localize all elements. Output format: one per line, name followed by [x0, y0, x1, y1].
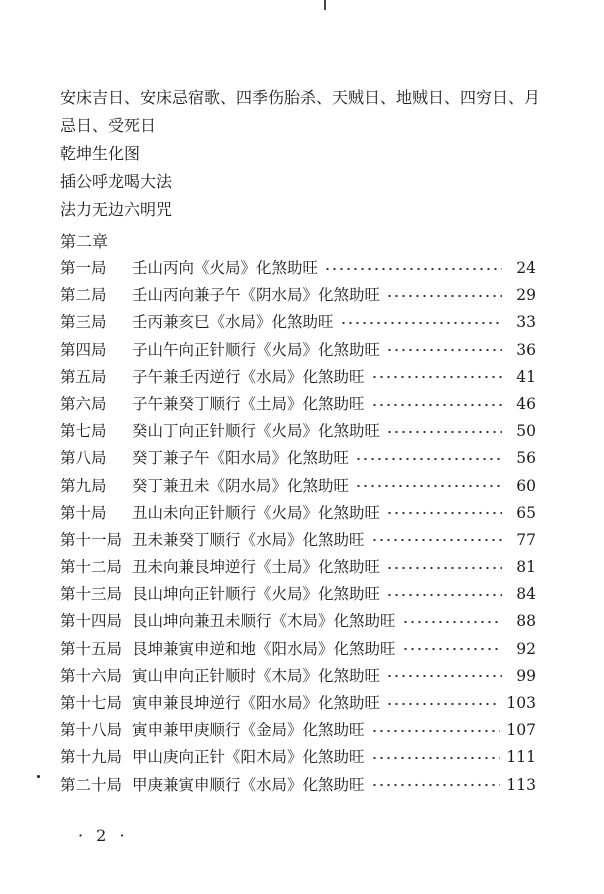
toc-entry-title: 艮坤兼寅申逆和地《阳水局》化煞助旺: [132, 639, 396, 658]
toc-entry: [60, 608, 536, 635]
toc-entry-page: 81: [516, 558, 536, 577]
toc-entry-title: 丑未向兼艮坤逆行《土局》化煞助旺: [132, 558, 381, 577]
toc-entry-page: 113: [506, 775, 536, 794]
toc-entry-title: 寅申兼艮坤逆行《阳水局》化煞助旺: [132, 694, 381, 712]
toc-entry: [60, 717, 536, 744]
toc-entry-title: 寅山申向正针顺时《木局》化煞助旺: [132, 666, 381, 685]
toc-entry-number: 第十局: [60, 503, 107, 522]
toc-entry-number: 第十八局: [60, 721, 123, 740]
toc-entry-page: 29: [516, 286, 536, 305]
toc-entry-number: 第十七局: [60, 694, 123, 712]
toc-leader-dots: [371, 533, 502, 547]
toc-leader-dots: [402, 642, 502, 656]
toc-leader-dots: [386, 561, 502, 575]
toc-entry-page: 107: [506, 721, 536, 740]
toc-entry-number: 第五局: [60, 367, 107, 386]
toc-entry-title: 壬山丙向《火局》化煞助旺: [132, 259, 319, 277]
toc-leader-dots: [355, 479, 502, 493]
toc-entry-number: 第十四局: [60, 612, 123, 631]
toc-entry-number: 第三局: [60, 313, 107, 332]
prelude-line-3: 乾坤生化图: [60, 144, 141, 163]
toc-leader-dots: [386, 289, 502, 303]
toc-entry: [60, 418, 536, 445]
toc-entry-page: 92: [516, 639, 536, 658]
toc-entry-title: 甲山庚向正针《阳木局》化煞助旺: [132, 748, 365, 767]
toc-entry-title: 癸山丁向正针顺行《火局》化煞助旺: [132, 422, 381, 441]
toc-entry-page: 41: [516, 367, 536, 386]
prelude-section: [60, 84, 550, 224]
toc-entry-title: 艮山坤向正针顺行《火局》化煞助旺: [132, 585, 381, 604]
toc-leader-dots: [371, 398, 502, 412]
toc-entry: [60, 255, 536, 282]
toc-entry: [60, 445, 536, 472]
toc-entry-page: 77: [516, 530, 536, 549]
chapter-heading: 第二章: [60, 232, 109, 251]
toc-entry-number: 第二十局: [60, 775, 123, 794]
toc-entry-page: 103: [506, 694, 536, 712]
toc-entry: [60, 364, 536, 391]
toc-entry: [60, 636, 536, 663]
prelude-line-4: 插公呼龙喝大法: [60, 172, 173, 191]
toc-entry-page: 111: [506, 748, 536, 767]
toc-entry-page: 46: [516, 394, 536, 413]
toc-entry-number: 第九局: [60, 476, 107, 495]
prelude-line-5: 法力无边六明咒: [60, 200, 173, 219]
toc-entry: [60, 391, 536, 418]
table-of-contents: [60, 255, 536, 799]
toc-leader-dots: [324, 262, 502, 276]
toc-entry: [60, 554, 536, 581]
toc-leader-dots: [386, 669, 502, 683]
toc-entry: [60, 527, 536, 554]
toc-entry-page: 33: [516, 313, 536, 332]
toc-entry-number: 第十二局: [60, 558, 123, 577]
toc-entry-title: 艮山坤向兼丑未顺行《木局》化煞助旺: [132, 612, 396, 631]
toc-entry-title: 壬山丙向兼子午《阴水局》化煞助旺: [132, 286, 381, 305]
toc-entry: [60, 282, 536, 309]
toc-entry-number: 第四局: [60, 340, 107, 359]
toc-entry-title: 丑山未向正针顺行《火局》化煞助旺: [132, 503, 381, 522]
toc-entry-number: 第十三局: [60, 585, 123, 604]
toc-entry-title: 甲庚兼寅申顺行《水局》化煞助旺: [132, 775, 365, 794]
toc-entry-number: 第十六局: [60, 666, 123, 685]
toc-leader-dots: [371, 370, 502, 384]
toc-leader-dots: [386, 697, 500, 711]
toc-leader-dots: [355, 452, 502, 466]
toc-entry-page: 50: [516, 422, 536, 441]
toc-entry: [60, 309, 536, 336]
toc-leader-dots: [371, 778, 501, 792]
scan-speck: [37, 775, 40, 778]
toc-entry-page: 84: [516, 585, 536, 604]
prelude-line-2: 忌日、受死日: [60, 116, 157, 135]
toc-entry-title: 子午兼壬丙逆行《水局》化煞助旺: [132, 367, 365, 386]
toc-entry-title: 子山午向正针顺行《火局》化煞助旺: [132, 340, 381, 359]
toc-entry-title: 寅申兼甲庚顺行《金局》化煞助旺: [132, 721, 365, 740]
scan-mark: [324, 0, 326, 10]
toc-entry-page: 24: [516, 259, 536, 277]
toc-entry: [60, 744, 536, 771]
toc-leader-dots: [340, 316, 502, 330]
toc-entry-title: 壬丙兼亥巳《水局》化煞助旺: [132, 313, 334, 332]
toc-entry-page: 99: [516, 666, 536, 685]
toc-entry-number: 第七局: [60, 422, 107, 441]
prelude-line-1: 安床吉日、安床忌宿歌、四季伤胎杀、天贼日、地贼日、四穷日、月: [60, 88, 541, 107]
toc-leader-dots: [386, 343, 502, 357]
toc-entry-title: 子午兼癸丁顺行《土局》化煞助旺: [132, 394, 365, 413]
toc-entry: [60, 663, 536, 690]
toc-entry-title: 癸丁兼子午《阳水局》化煞助旺: [132, 449, 350, 468]
page-number: · 2 ·: [78, 826, 129, 845]
toc-entry-number: 第二局: [60, 286, 107, 305]
toc-entry: [60, 581, 536, 608]
toc-leader-dots: [386, 588, 502, 602]
toc-entry-title: 癸丁兼丑未《阴水局》化煞助旺: [132, 476, 350, 495]
toc-leader-dots: [386, 506, 502, 520]
toc-entry: [60, 690, 536, 717]
toc-entry-page: 60: [516, 476, 536, 495]
toc-leader-dots: [371, 724, 501, 738]
toc-entry: [60, 772, 536, 799]
toc-entry-number: 第六局: [60, 394, 107, 413]
prelude-paragraph: [60, 84, 550, 140]
toc-entry-title: 丑未兼癸丁顺行《水局》化煞助旺: [132, 530, 365, 549]
toc-entry-page: 65: [516, 503, 536, 522]
toc-leader-dots: [371, 751, 501, 765]
toc-entry-number: 第一局: [60, 259, 107, 277]
toc-entry-number: 第十九局: [60, 748, 123, 767]
toc-leader-dots: [402, 615, 502, 629]
toc-entry: [60, 500, 536, 527]
toc-entry-number: 第八局: [60, 449, 107, 468]
toc-entry-page: 36: [516, 340, 536, 359]
toc-leader-dots: [386, 425, 502, 439]
toc-entry-number: 第十一局: [60, 530, 123, 549]
toc-entry-page: 88: [516, 612, 536, 631]
toc-entry-page: 56: [516, 449, 536, 468]
toc-entry-number: 第十五局: [60, 639, 123, 658]
toc-entry: [60, 473, 536, 500]
toc-entry: [60, 337, 536, 364]
